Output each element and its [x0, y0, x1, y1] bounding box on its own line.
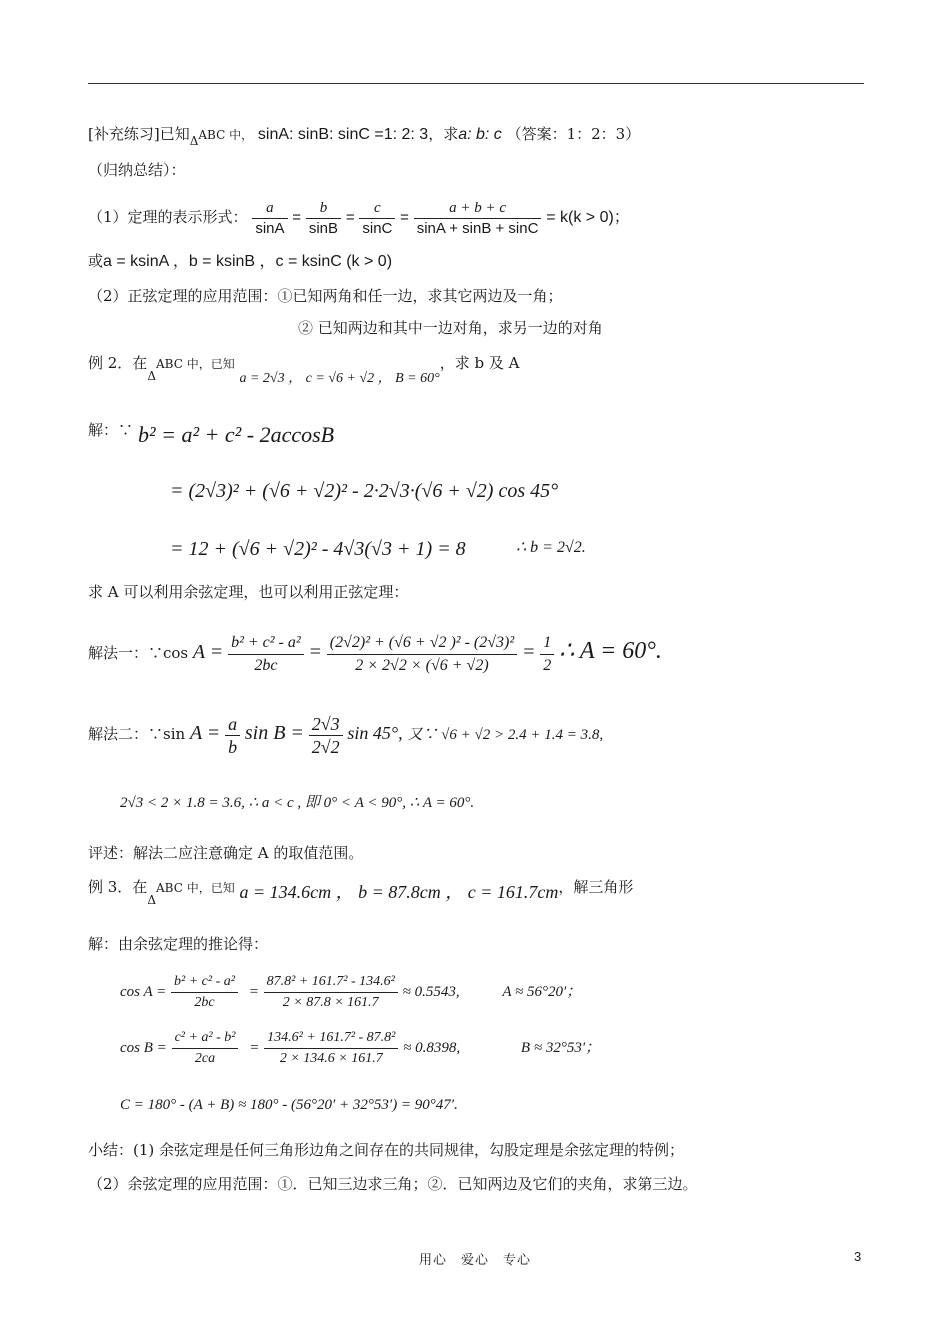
angle-C-result: C = 180° - (A + B) ≈ 180° - (56°20′ + 32°53′) = 90°47′.	[120, 1097, 458, 1113]
example2-given: a = 2√3 ， c = √6 + √2 ， B = 60°	[239, 371, 440, 386]
ratio-constant: = k(k > 0)；	[546, 209, 630, 226]
method1-label: 解法一：∵cos	[88, 644, 189, 662]
cosB-values: $\frac{\text{134.6² + 161.7² - 87.8²}}{2 \times 134.6 \times 161.7}$	[264, 1028, 398, 1069]
example3-ask: ，解三角形	[558, 878, 634, 896]
fraction-c-sinC: $\frac{c}{\sin C}$	[359, 198, 395, 239]
example2-ask: ，求 b 及 A	[439, 354, 520, 372]
method2-sinB: sin B =	[244, 722, 304, 744]
law-of-sines-form: （1）定理的表示形式： $\frac{a}{\sin A}$ = $\frac{b}{\sin B}$ = $\frac{c}{\sin C}$ = $\frac{a + b + c}{\sin A + \sin B + \sin C}$ = k(k > 0)；	[88, 199, 630, 237]
cosA-line: cos A = $\frac{\text{b² + c² - a²}}{2bc}$ = $\frac{\text{87.8² + 161.7² - 134.6²}}{2 \times 87.8 \times 161.7}$ ≈ 0.5543, A ≈ 56°20′；	[120, 968, 581, 1014]
cosA-label: cos A =	[120, 984, 167, 1000]
cosB-label: cos B =	[120, 1040, 167, 1056]
example3-given: a = 134.6cm ， b = 87.8cm ， c = 161.7cm	[239, 882, 559, 902]
item2-line2: ② 已知两边和其中一边对角，求另一边的对角	[298, 319, 603, 337]
supplement-label: [补充练习]已知	[88, 125, 190, 143]
angle-B-result: B ≈ 32°53′；	[520, 1040, 601, 1056]
example3-line	[88, 877, 633, 910]
method2-sin45: sin 45°,	[347, 723, 403, 743]
or-text: 或	[88, 252, 104, 270]
page-footer: 用心 爱心 专心	[418, 1253, 531, 1268]
example2-line	[88, 353, 519, 389]
cosB-result: ≈ 0.8398,	[403, 1040, 461, 1056]
item2-line1: （2）正弦定理的应用范围：①已知两角和任一边，求其它两边及一角；	[88, 287, 563, 305]
triangle-name: ABC 中，已知	[155, 357, 235, 371]
method2-label: 解法二：∵sin	[88, 725, 186, 743]
triangle-symbol: Δ	[189, 134, 199, 148]
solution-label: 解：∵	[88, 421, 134, 439]
item1b-line	[88, 251, 392, 272]
fraction-sum: $\frac{a + b + c}{\sin A + \sin B + \sin C}$	[414, 198, 542, 239]
method2-line	[88, 706, 603, 760]
example2-label: 例 2．在	[88, 354, 148, 372]
fraction-root-ratio: $\frac{2√3}{2√2}$	[309, 713, 343, 758]
solution-result-b: ∴ b = 2√2.	[516, 539, 586, 556]
cosB-line: cos B = $\frac{\text{c² + a² - b²}}{2ca}$ = $\frac{\text{134.6² + 161.7² - 87.8²}}{2 \times 134.6 \times 161.7}$ ≈ 0.8398, B ≈ 32°53′；	[120, 1024, 600, 1070]
fraction-one-half: $\frac{1}{2}$	[540, 632, 554, 677]
proportional-forms: a = ksinA ，b = ksinB ，c = ksinC (k > 0)	[103, 253, 393, 270]
conclusion-line2: （2）余弦定理的应用范围：①．已知三边求三角；②．已知两边及它们的夹角，求第三边。	[88, 1175, 698, 1193]
fraction-a-sinA: $\frac{a}{\sin A}$	[252, 198, 287, 239]
triangle-symbol: Δ	[147, 369, 156, 383]
triangle-name: ABC 中，已知	[155, 881, 235, 895]
fraction-b-sinB: $\frac{b}{\sin B}$	[306, 198, 341, 239]
triangle-symbol: Δ	[147, 893, 156, 907]
fraction-a-b: $\frac{a}{b}$	[225, 713, 240, 758]
solution-step2: = (2√3)² + (√6 + √2)² - 2·2√3·(√6 + √2) cos 45°	[170, 480, 559, 502]
supplement-line	[88, 124, 640, 151]
example3-label: 例 3．在	[88, 878, 148, 896]
method1-line: 解法一：∵cos A = $\frac{\text{b² + c² - a²}}{2bc}$ = $\frac{\text{(2√2)² + (√6 + √2 )² - (2√3)²}}{2 \times 2√2 \times (√6 + √2)}$ = $\frac{1}{2}$ ∴ A = 60°.	[88, 624, 662, 678]
fraction-cos-values: $\frac{\text{(2√2)² + (√6 + √2 )² - (2√3)²}}{2 \times 2√2 \times (√6 + √2)}$	[327, 632, 517, 677]
conclusion-line1: 小结：(1) 余弦定理是任何三角形边角之间存在的共同规律，勾股定理是余弦定理的特例；	[88, 1141, 685, 1159]
page-number: 3	[854, 1249, 862, 1264]
cosA-values: $\frac{\text{87.8² + 161.7² - 134.6²}}{2 \times 87.8 \times 161.7}$	[264, 972, 398, 1013]
cosA-result: ≈ 0.5543,	[402, 984, 460, 1000]
triangle-name: ABC 中，	[198, 128, 254, 142]
sine-ratio-formula: sinA: sinB: sinC =1: 2: 3	[257, 126, 429, 143]
angle-A-result: A ≈ 56°20′；	[502, 984, 582, 1000]
ask-text: ，求	[428, 125, 459, 143]
cosB-formula: $\frac{\text{c² + a² - b²}}{2ca}$	[172, 1028, 239, 1069]
answer-text: （答案：1：2：3）	[506, 125, 641, 143]
method1-result: ∴ A = 60°.	[559, 638, 662, 664]
solution3-label: 解：由余弦定理的推论得：	[88, 935, 269, 953]
fraction-cos-formula: $\frac{\text{b² + c² - a²}}{2bc}$	[228, 632, 304, 677]
header-rule	[88, 83, 864, 84]
solution-step3: = 12 + (√6 + √2)² - 4√3(√3 + 1) = 8	[170, 538, 466, 560]
cosA-formula: $\frac{\text{b² + c² - a²}}{2bc}$	[171, 972, 238, 1013]
method2-lhs: A =	[189, 722, 221, 744]
side-ratio: a: b: c	[458, 126, 502, 143]
solution-step1: b² = a² + c² - 2accosB	[138, 422, 335, 447]
comment-text: 评述：解法二应注意确定 A 的取值范围。	[88, 844, 364, 862]
summary-heading: （归纳总结）：	[88, 161, 186, 179]
method2-estimate: 又∵ √6 + √2 > 2.4 + 1.4 = 3.8,	[407, 727, 604, 743]
find-angle-A: 求 A 可以利用余弦定理，也可以利用正弦定理：	[88, 583, 409, 601]
method1-lhs: A =	[192, 641, 224, 663]
method2-conclusion: 2√3 < 2 × 1.8 = 3.6, ∴ a < c , 即 0° < A < 90°, ∴ A = 60°.	[120, 795, 475, 811]
item1-label: （1）定理的表示形式：	[88, 208, 248, 226]
